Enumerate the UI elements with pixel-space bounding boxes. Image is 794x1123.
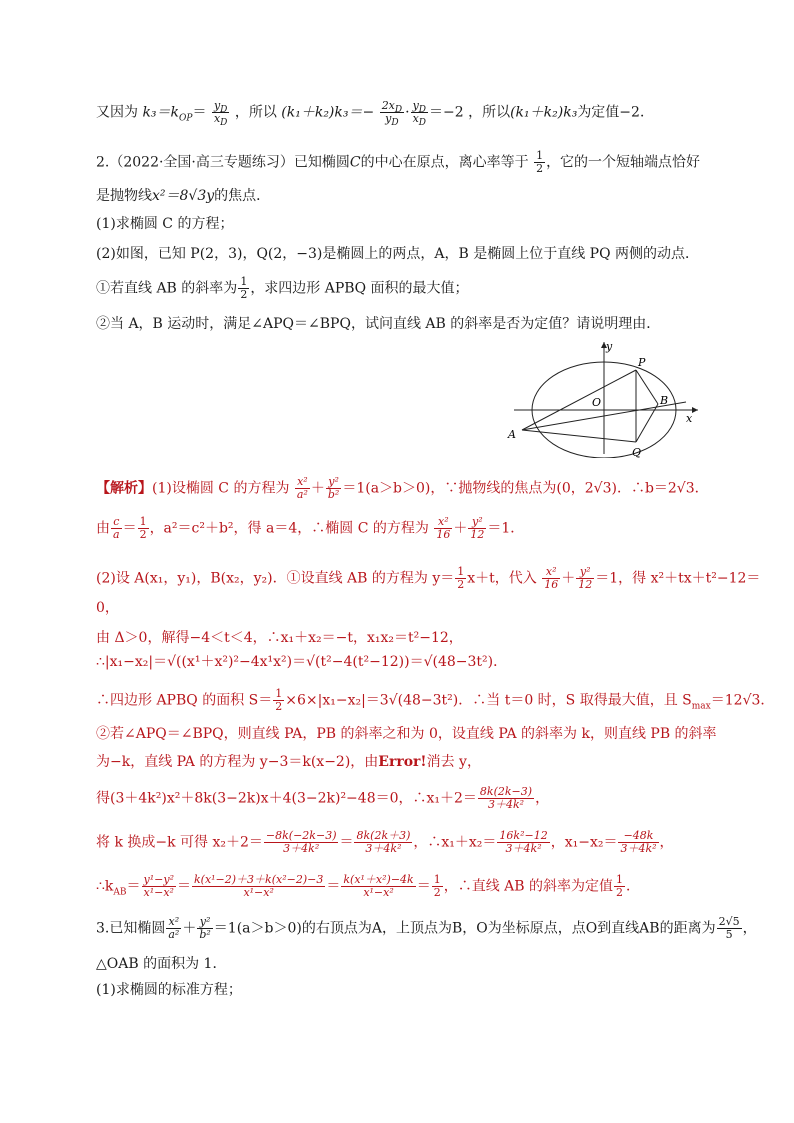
line-17: 得(3＋4k²)x²＋8k(3−2k)x＋4(3−2k)²−48＝0，∴x₁＋2＝ $\frac{8k(2k-3)}{\text{3＋4k²}}$ ， [96, 785, 550, 811]
line-11: 0， [96, 600, 119, 616]
label-b: B [660, 394, 669, 407]
line-10: (2)设 A(x₁，y₁)，B(x₂，y₂)．①设直线 AB 的方程为 y＝ $\frac{1}{2}$ x＋t，代入 $\frac{\text{x²}}{16}$ ＋ $\frac{\text{y²}}{12}$ ＝1，得 x²＋tx＋t²−12＝ [96, 565, 761, 591]
line-22: (1)求椭圆的标准方程； [96, 982, 242, 998]
label-o: O [592, 396, 602, 409]
line-20: 3.已知椭圆 $\frac{\text{x²}}{\text{a²}}$ ＋ $\frac{\text{y²}}{\text{b²}}$ ＝1(a＞b＞0)的右顶点为A，上顶点为B，O为坐标原点，点O到直线AB的距离为 $\frac{2√5}{5}$ ， [96, 915, 757, 941]
line-02: 2.（2022·全国·高三专题练习）已知椭圆C的中心在原点，离心率等于 $\frac{1}{2}$ ，它的一个短轴端点恰好 [96, 149, 701, 175]
label-a: A [508, 428, 516, 441]
label-q: Q [632, 446, 642, 458]
line-19: $\therefore k_{AB}=$ $\frac{\text{y¹−y²}}{\text{x¹−x²}}$ ＝ $\frac{\text{k(x¹−2)＋3＋k(x²−2)−3}}{\text{x¹−x²}}$ ＝ $\frac{\text{k(x¹＋x²)−4k}}{\text{x¹−x²}}$ ＝ $\frac{1}{2}$ ，∴直线 AB 的斜率为定值 $\frac{1}{2}$ ． [96, 873, 641, 899]
label-x: x [686, 412, 693, 425]
line-08: 【解析】(1)设椭圆 C 的方程为 $\frac{\text{x²}}{\text{a²}}$ ＋ $\frac{\text{y²}}{\text{b²}}$ ＝1(a＞b＞0)，∵抛物线的焦点为(0，2√3)．∴b＝2√3． [96, 475, 709, 501]
line-16: 为−k，直线 PA 的方程为 y−3＝k(x−2)，由Error!消去 y， [96, 754, 481, 770]
line-07: ②当 A，B 运动时，满足∠APQ＝∠BPQ，试问直线 AB 的斜率是否为定值？请说明理由． [96, 316, 661, 332]
line-14: ∴四边形 APBQ 的面积 S＝ $\frac{1}{2}$ ×6×|x₁−x₂|＝3√(48−3t²)．∴当 t＝0 时，S 取得最大值，且 $S_{max}=12√3$． [96, 687, 775, 713]
line-18: 将 k 换成−k 可得 x₂＋2＝ $\frac{-8k(-2k-3)}{\text{3＋4k²}}$ ＝ $\frac{8k(2k+3)}{\text{3＋4k²}}$ ，∴x₁＋x₂＝ $\frac{\text{16k²−12}}{\text{3＋4k²}}$ ，x₁−x₂＝ $\frac{-48k}{\text{3＋4k²}}$ ， [96, 829, 674, 855]
line-06: ①若直线 AB 的斜率为 $\frac{1}{2}$ ，求四边形 APBQ 面积的最大值； [96, 275, 469, 301]
line-15: ②若∠APQ＝∠BPQ，则直线 PA，PB 的斜率之和为 0，设直线 PA 的斜率为 k，则直线 PB 的斜率 [96, 726, 717, 742]
line-13: ∴|x₁−x₂|＝√((x¹＋x²)²−4x¹x²)＝√(t²−4(t²−12))＝√(48−3t²)． [96, 654, 508, 670]
label-y: y [606, 340, 613, 353]
line-21: △OAB 的面积为 1． [96, 956, 227, 972]
line-12: 由 Δ＞0，解得−4＜t＜4，∴x₁＋x₂＝−t，x₁x₂＝t²−12， [96, 630, 463, 646]
ellipse-figure [500, 338, 710, 458]
line-09: 由 $\frac{c}{a}$ ＝ $\frac{1}{2}$ ，a²＝c²＋b²，得 a＝4，∴椭圆 C 的方程为 $\frac{\text{x²}}{16}$ ＋ $\frac{\text{y²}}{12}$ ＝1． [96, 515, 525, 541]
line-01: 又因为 $k_3=k_{OP}=$ $\frac{y_D}{x_D}$ ，所以 (k₁＋k₂)k₃＝− $\frac{2x_D}{y_D}$ · $\frac{y_D}{x_D}$ ＝−2 ，所以(k₁＋k₂)k₃为定值−2． [96, 99, 654, 129]
line-05: (2)如图，已知 P(2，3)，Q(2，−3)是椭圆上的两点，A，B 是椭圆上位于直线 PQ 两侧的动点． [96, 246, 700, 262]
label-p: P [638, 356, 646, 369]
line-04: (1)求椭圆 C 的方程； [96, 216, 234, 232]
line-03: 是抛物线x²＝8√3y的焦点． [96, 188, 271, 204]
